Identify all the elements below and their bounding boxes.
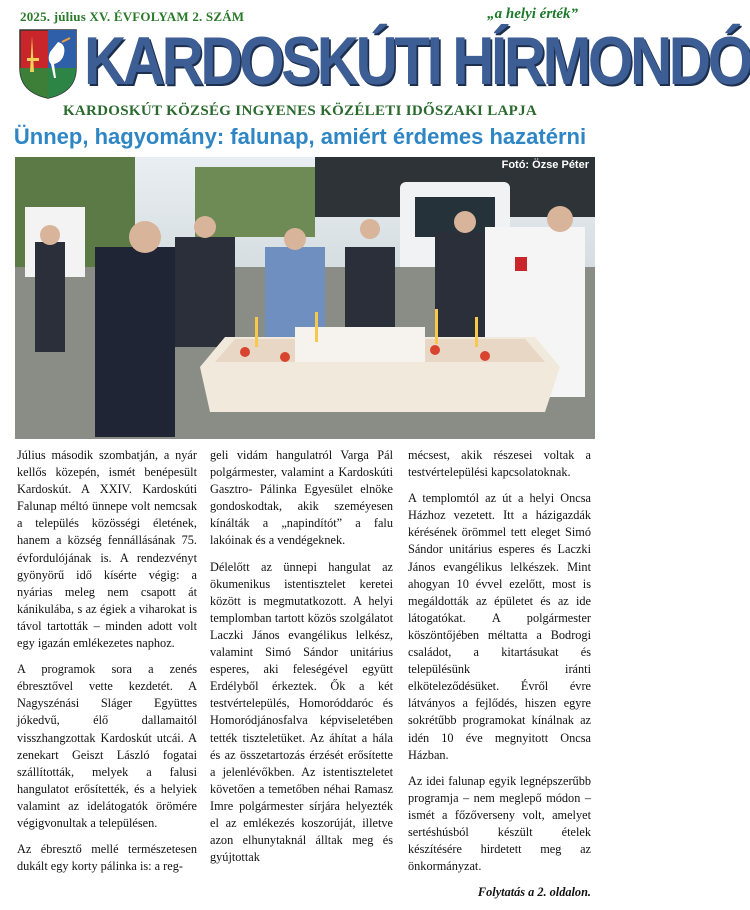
issue-line: 2025. július XV. ÉVFOLYAM 2. SZÁM [20, 9, 245, 24]
cake-ceremony-illustration [15, 157, 595, 439]
paragraph: Az ébresztő mellé természetesen dukált egy korty pálinka is: a reg- [17, 842, 197, 874]
paragraph: Az idei falunap egyik legnépszerűbb programja – nem meglepő módon – ismét a főzőverseny volt, amelyet sertéshúsból készült ételek készítésére hirdetett meg az önkormányzat. [408, 773, 591, 874]
paragraph: mécsest, akik részesei voltak a testvértelepülési kapcsolatoknak. [408, 448, 591, 480]
masthead-title: KARDOSKÚTI HÍRMONDÓ [84, 23, 750, 99]
continued-note: Folytatás a 2. oldalon. [477, 885, 591, 900]
paragraph: A templomtól az út a helyi Oncsa Házhoz vezetett. Itt a házigazdák kérésének örömmel tett eleget Simó Sándor unitárius esperes és Laczki János evangélikus lelkészek. Mint ahogyan 10 évvel ezelőtt, most is megáldották az épületet és az ide látogatókat. A polgármester köszöntőjében méltatta a Bodrogi családot, a kitartásukat és településünk iránti elköteleződésüket. Évről évre látványos a fejlődés, hiszen egyre sokrétűbb programokat kínálnak az idén 10 éve megnyitott Oncsa Házban. [408, 491, 591, 762]
paragraph: A programok sora a zenés ébresztővel vette kezdetét. A Nagyszénási Sláger Együttes jókedvű, élő dallamaitól visszhangzottak Kardoskút utcái. A zenekart Geiszt László fogatai szállították, melyek a falusi hangulatot erősítették, és a helyiek valamint az idelátogatók örömére végigvonultak a településen. [17, 662, 197, 830]
paragraph: Délelőtt az ünnepi hangulat az ökumenikus istentisztelet keretei között is megmutatkozott. A helyi templomban tartott közös szolgálatot Laczki János evangélikus lelkész, valamint Simó Sándor unitárius esperes, aki feleségével együtt Erdélyből érkeztek. Ők a két testvértelepülés, Homoróddaróc és Homoródjánosfalva képviseletében tették tiszteletüket. Az áhítat a hála és az összetartozás érzését erősítette a jelenlévőkben. Az istentiszteletet követően a temetőben néhai Ramasz Imre polgármester sírjára helyezték el az emlékezés koszorúját, illetve azon elhunytaknál álltak meg és gyújtottak [210, 559, 393, 865]
photo-credit: Fotó: Özse Péter [501, 159, 589, 171]
paragraph: geli vidám hangulatról Varga Pál polgármester, valamint a Kardoskúti Gasztro- Pálinka Egyesület elnöke gondoskodtak, akik szeméyesen kínálták a „napindítót” a falu lakóinak és a vendégeknek. [210, 448, 393, 548]
article-column-1 [17, 447, 197, 884]
article-column-2 [210, 447, 393, 875]
coat-of-arms-icon [18, 28, 78, 100]
falunap-photo [15, 157, 595, 439]
paragraph: Július második szombatján, a nyár kellős közepén, ismét benépesült Kardoskút. A XXIV. Kardoskúti Falunap méltó ünnepe volt nemcsak a település közösségi életének, hanem a község fennállásának 75. évfordulójának is. A rendezvényt gyönyörű idő kísérte végig: a nyárias meleg nem csapott át kánikulába, s az égiek a viharokat is távol tartották – minden adott volt egy igazán emlékezetes naphoz. [17, 448, 197, 651]
masthead-subtitle: KARDOSKÚT KÖZSÉG INGYENES KÖZÉLETI IDŐSZAKI LAPJA [62, 103, 538, 119]
headline: Ünnep, hagyomány: falunap, amiért érdemes hazatérni [13, 124, 587, 149]
article-column-3 [408, 447, 591, 910]
tagline: „a helyi érték” [487, 6, 578, 22]
